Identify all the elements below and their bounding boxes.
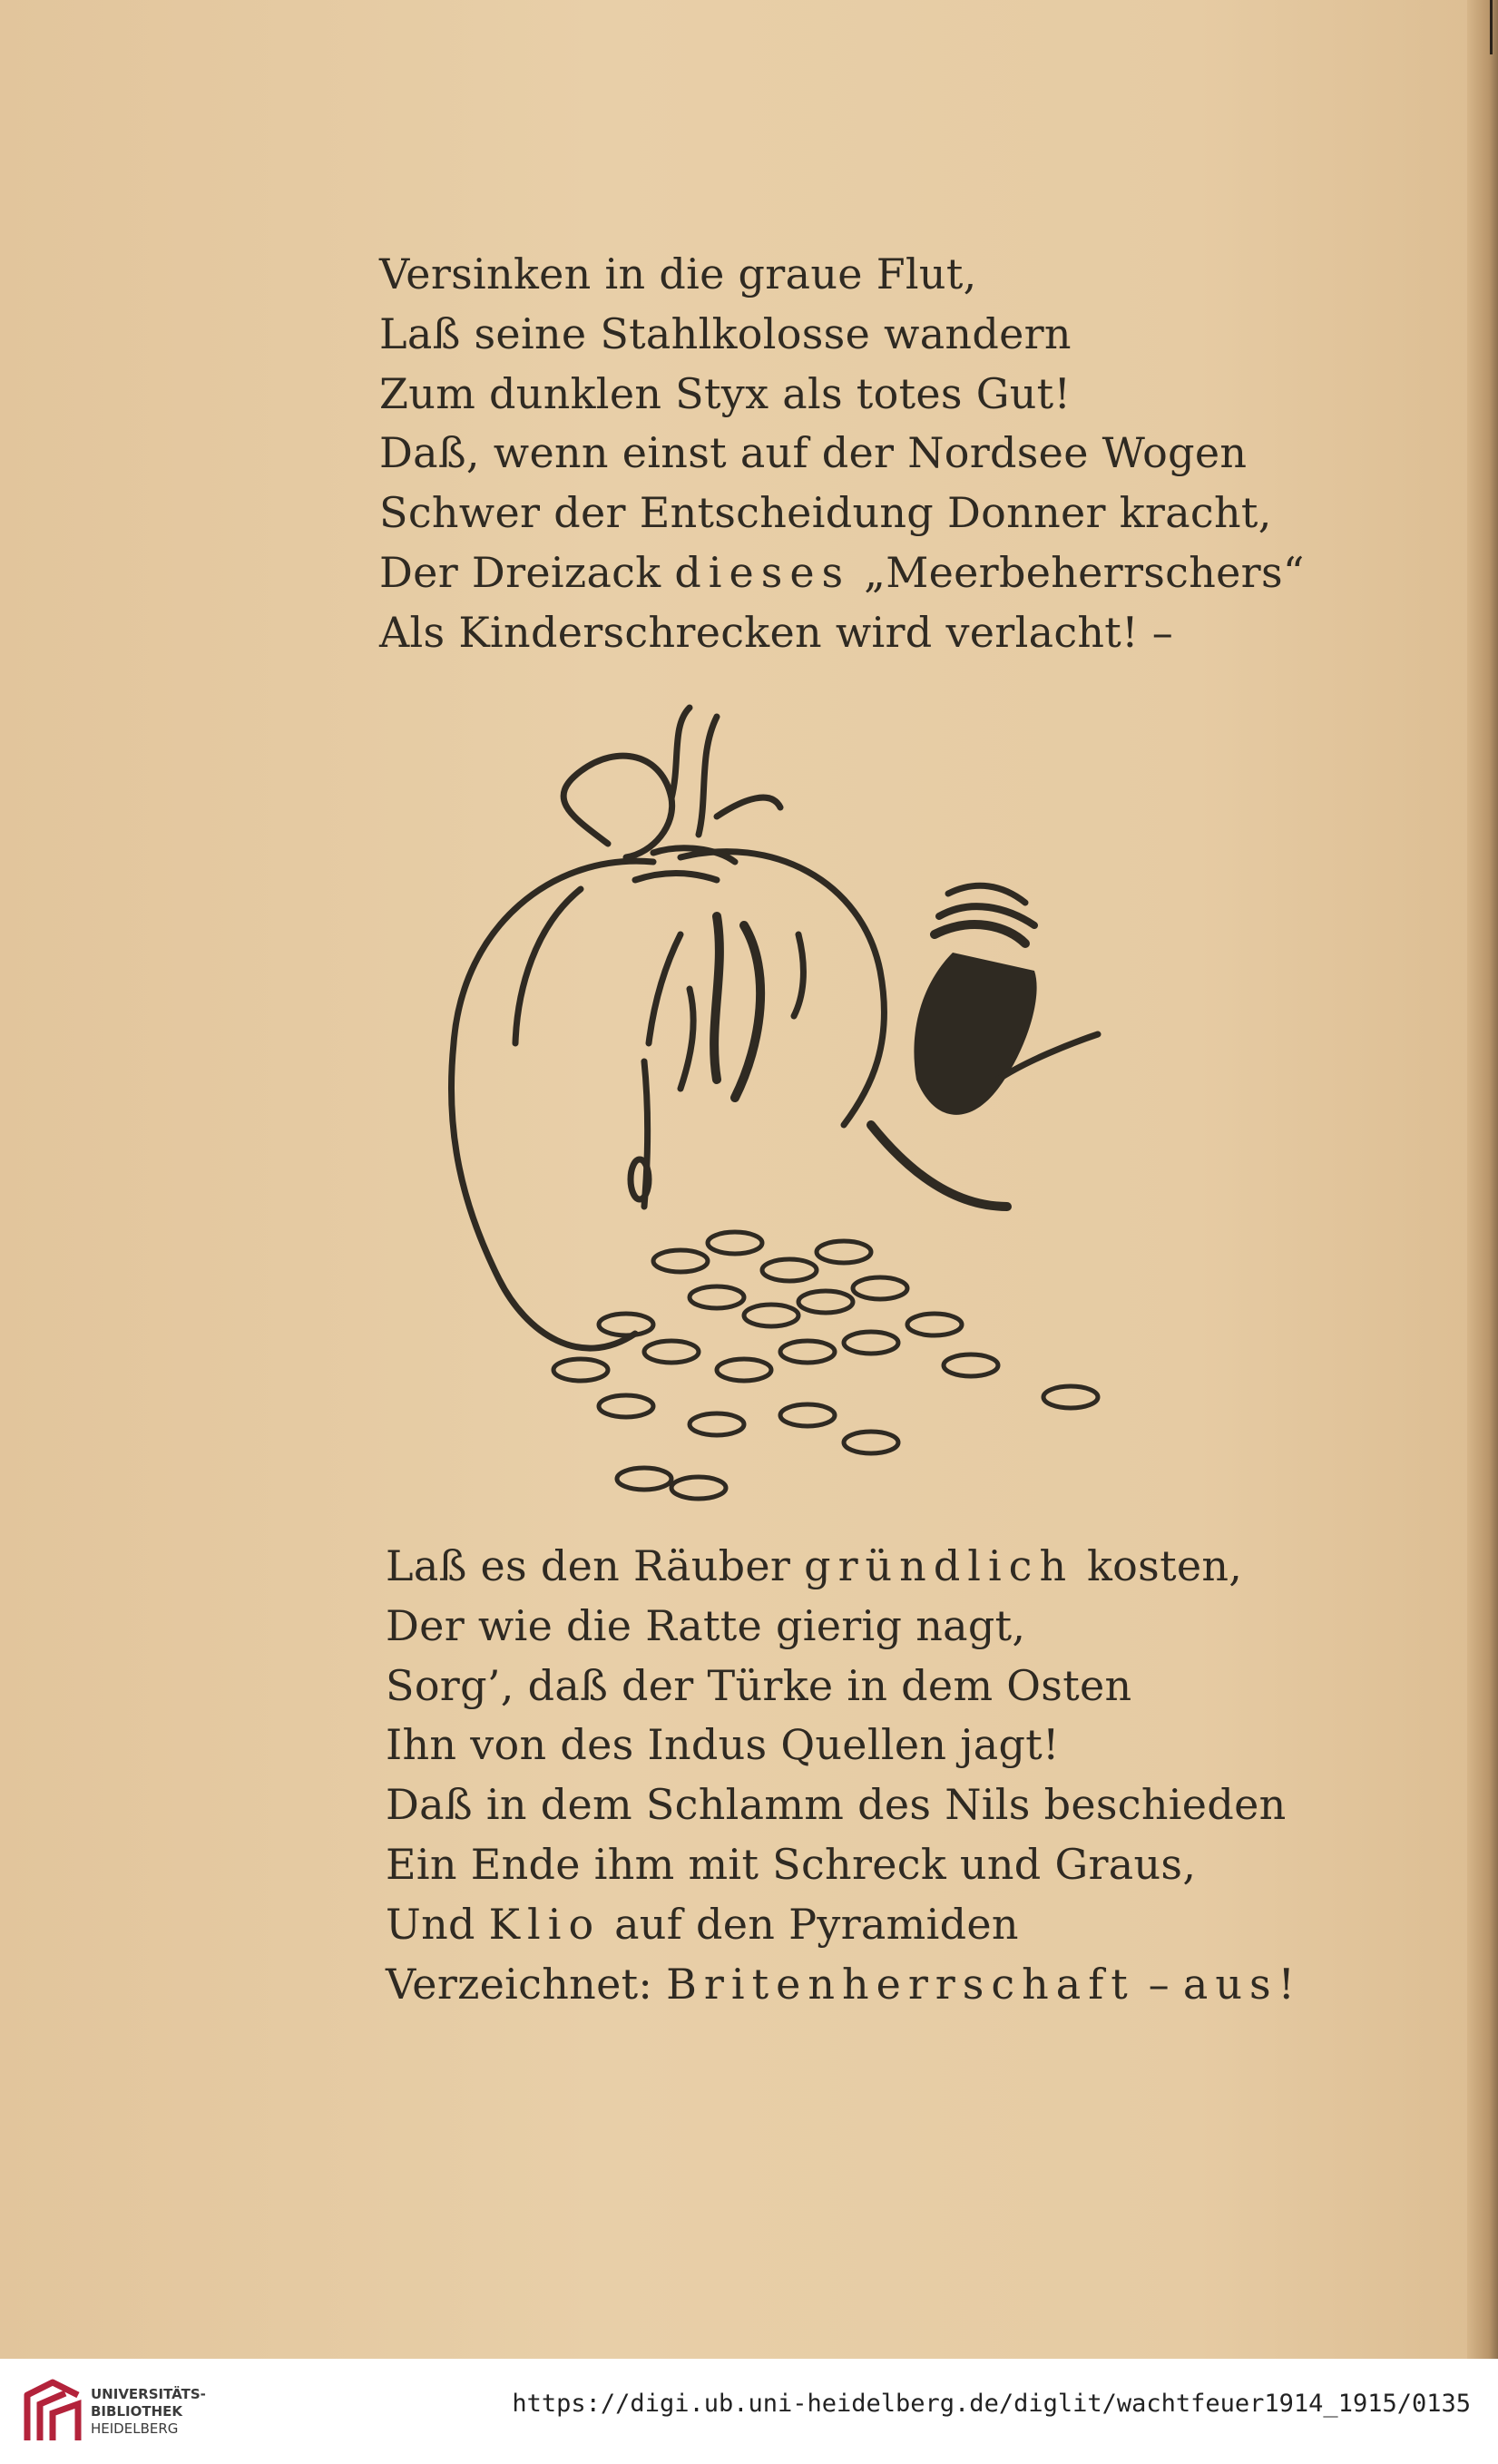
- viewer-footer: [0, 2359, 1498, 2464]
- spaced-emphasis: Britenherrschaft: [666, 1959, 1135, 2009]
- verse-line: Sorg’, daß der Türke in dem Osten: [386, 1660, 1132, 1710]
- edge-mark: [1479, 0, 1493, 54]
- money-bag-illustration: [445, 699, 1134, 1515]
- university-library-logo-icon[interactable]: [20, 2377, 85, 2446]
- verse-line: Zum dunklen Styx als totes Gut!: [379, 368, 1072, 418]
- verse-line: Versinken in die graue Flut,: [379, 249, 977, 298]
- institution-line: UNIVERSITÄTS-: [91, 2386, 206, 2402]
- verse-line: Und Klio auf den Pyramiden: [386, 1899, 1019, 1949]
- verse-line: Der Dreizack dieses „Meerbeherrschers“: [379, 547, 1305, 597]
- verse-line: Der wie die Ratte gierig nagt,: [386, 1600, 1026, 1650]
- verse-line: Ein Ende ihm mit Schreck und Graus,: [386, 1839, 1197, 1889]
- permalink-url[interactable]: https://digi.ub.uni-heidelberg.de/diglit/wachtfeuer1914_1915/0135: [512, 2390, 1471, 2418]
- spaced-emphasis: Klio: [488, 1899, 602, 1949]
- institution-line: HEIDELBERG: [91, 2420, 179, 2437]
- page-edge: [1467, 0, 1498, 2359]
- institution-name: [91, 2386, 206, 2438]
- verse-line: Daß in dem Schlamm des Nils beschieden: [386, 1780, 1287, 1830]
- spaced-emphasis: aus!: [1182, 1959, 1303, 2009]
- poem-stanza-2: [386, 1537, 1302, 2014]
- institution-line: BIBLIOTHEK: [91, 2403, 182, 2420]
- verse-line: Laß es den Räuber gründlich kosten,: [386, 1541, 1243, 1590]
- poem-stanza-1: [379, 245, 1305, 663]
- spaced-emphasis: dieses: [674, 547, 851, 597]
- verse-line: Schwer der Entscheidung Donner kracht,: [379, 488, 1272, 538]
- verse-line: Ihn von des Indus Quellen jagt!: [386, 1720, 1060, 1770]
- spaced-emphasis: gründlich: [804, 1541, 1074, 1590]
- verse-line: Daß, wenn einst auf der Nordsee Wogen: [379, 428, 1248, 478]
- verse-line: Als Kinderschrecken wird verlacht! –: [379, 607, 1174, 657]
- verse-line: Laß seine Stahlkolosse wandern: [379, 308, 1072, 358]
- verse-line: Verzeichnet: Britenherrschaft – aus!: [386, 1959, 1303, 2009]
